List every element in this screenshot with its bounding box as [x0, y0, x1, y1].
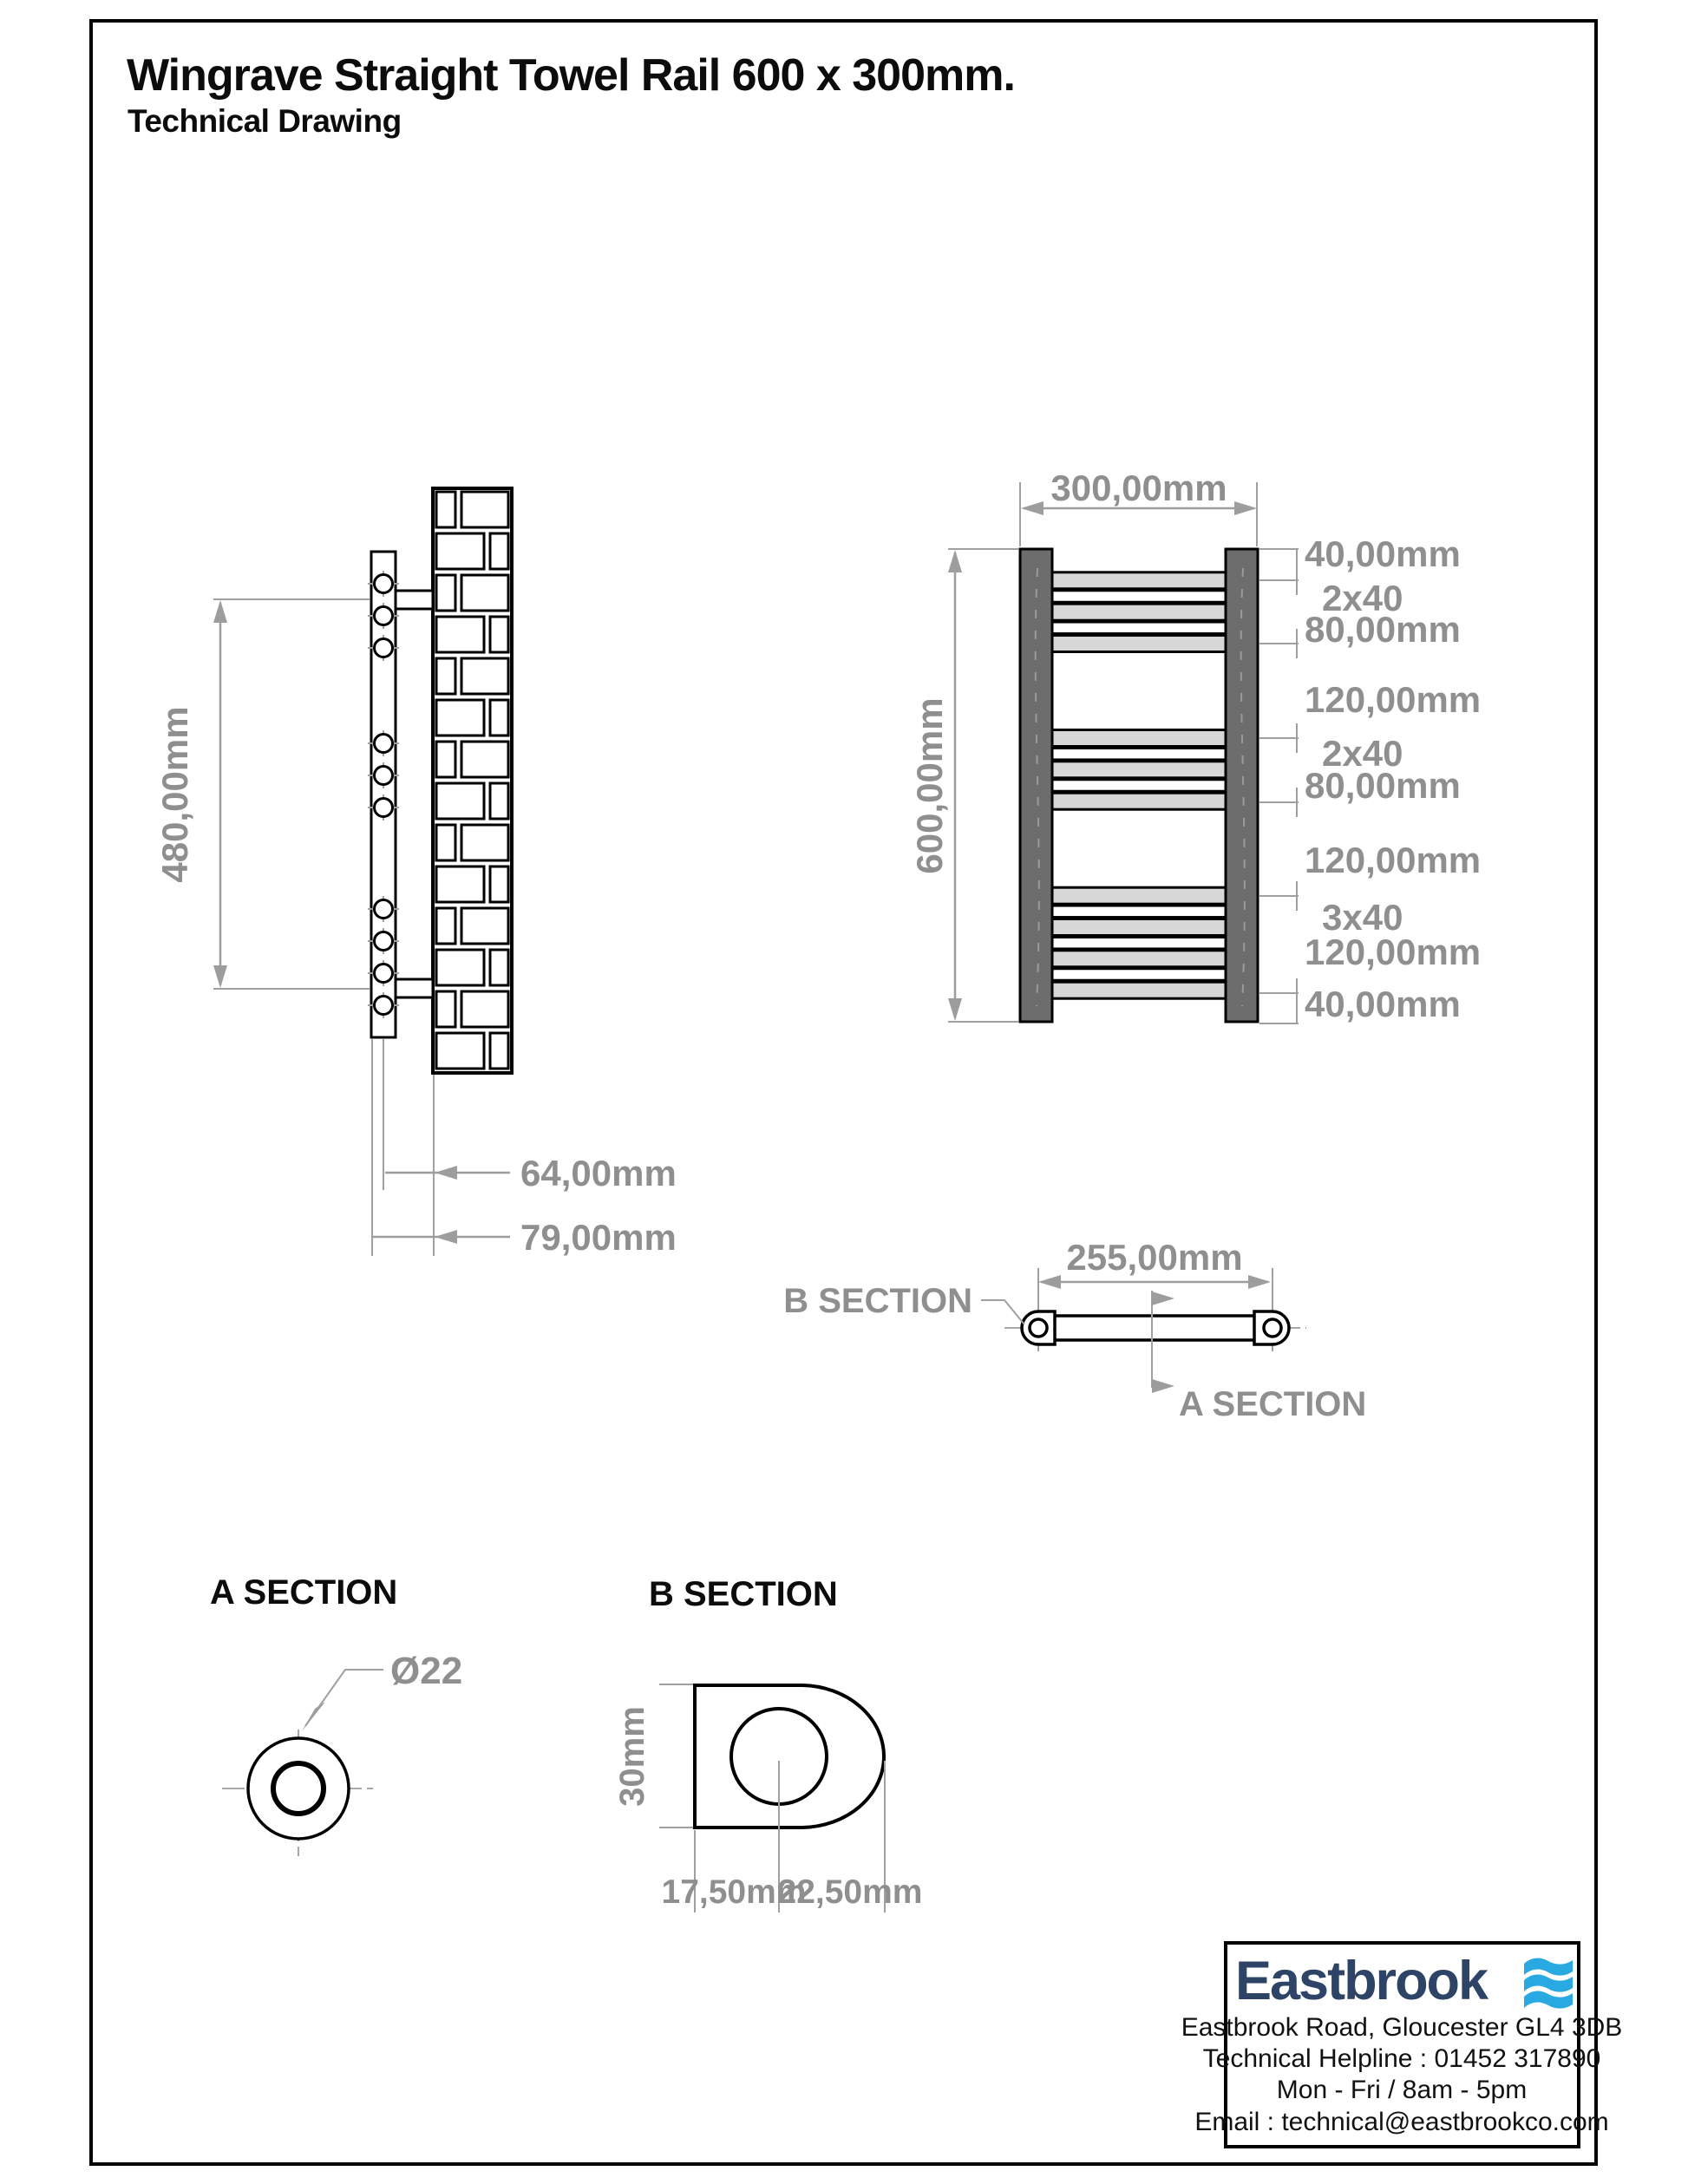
- brick: [490, 950, 508, 985]
- left-upright-tube: [1020, 549, 1052, 1022]
- towel-rail-bar: [1050, 951, 1227, 967]
- dim-label-17-5: 17,50mm: [661, 1873, 807, 1911]
- dim-label-480: 480,00mm: [154, 706, 195, 883]
- spacing-label: 40,00mm: [1305, 533, 1461, 574]
- rail-end-circle: [375, 997, 393, 1015]
- brick: [461, 575, 508, 611]
- a-section-detail: [210, 1573, 462, 1856]
- rail-inner-circle: [273, 1763, 324, 1814]
- dim-label-79: 79,00mm: [520, 1217, 677, 1258]
- rail-end-circle: [375, 607, 393, 625]
- wall-bracket-bottom: [396, 979, 433, 997]
- towel-rail-bar: [1050, 604, 1227, 620]
- brick: [436, 991, 455, 1027]
- spacing-label: 3x40: [1322, 897, 1403, 938]
- spacing-label: 2x40: [1322, 578, 1403, 618]
- brick: [436, 783, 484, 819]
- b-section-callout: [783, 1282, 1024, 1324]
- rail-end-circle: [375, 964, 393, 983]
- spacing-label: 2x40: [1322, 733, 1403, 774]
- brick: [490, 700, 508, 736]
- plan-left-fixing-hole: [1030, 1319, 1047, 1337]
- dim-depth: [372, 1039, 677, 1258]
- b-section-callout-label: B SECTION: [783, 1282, 972, 1320]
- dim-255: [1038, 1237, 1271, 1289]
- plan-right-fixing-hole: [1264, 1319, 1281, 1337]
- brick: [436, 866, 484, 902]
- dim-label-300: 300,00mm: [1050, 468, 1227, 508]
- dim-label-30: 30mm: [613, 1706, 651, 1807]
- brand-hours: Mon - Fri / 8am - 5pm: [1276, 2076, 1528, 2104]
- brick: [436, 825, 455, 860]
- brick: [490, 617, 508, 652]
- page-border: [91, 21, 1596, 2164]
- rail-end-circle: [375, 767, 393, 785]
- diameter-leader-line: [305, 1670, 383, 1726]
- diameter-label: Ø22: [390, 1650, 463, 1692]
- towel-rail-bar: [1050, 572, 1227, 589]
- spacing-label: 120,00mm: [1305, 840, 1482, 880]
- rail-end-circle: [375, 900, 393, 919]
- page-title: Wingrave Straight Towel Rail 600 x 300mm.: [127, 50, 1015, 101]
- brand-address: Eastbrook Road, Gloucester GL4 3DB: [1181, 2013, 1623, 2042]
- right-upright-tube: [1226, 549, 1258, 1022]
- rail-back-bar: [1050, 591, 1227, 602]
- front-view-drawing: [909, 468, 1481, 1024]
- spacing-label: 40,00mm: [1305, 984, 1461, 1024]
- a-section-callout-label: A SECTION: [1179, 1385, 1367, 1423]
- brick: [436, 700, 484, 736]
- dim-300: [1020, 468, 1257, 546]
- towel-rail-bar: [1050, 982, 1227, 998]
- towel-rail-bar: [1050, 762, 1227, 778]
- brick: [461, 492, 508, 527]
- b-section-detail: [613, 1575, 922, 1913]
- spacing-label: 80,00mm: [1305, 765, 1461, 806]
- brick: [436, 492, 455, 527]
- spacing-label: 120,00mm: [1305, 679, 1482, 720]
- plan-view-drawing: [783, 1237, 1366, 1423]
- rail-back-bar: [1050, 938, 1227, 949]
- dim-label-64: 64,00mm: [520, 1153, 677, 1193]
- rail-back-bar: [1050, 749, 1227, 760]
- wall-bracket-top: [396, 591, 433, 609]
- brick: [461, 825, 508, 860]
- brick: [436, 908, 455, 944]
- dim-480: [154, 599, 370, 989]
- towel-rail-bar: [1050, 636, 1227, 652]
- front-rails: [1050, 572, 1227, 998]
- spacing-tick-lines: [1259, 549, 1299, 1023]
- brick: [436, 658, 455, 694]
- a-section-heading: A SECTION: [210, 1573, 398, 1612]
- rail-back-bar: [1050, 622, 1227, 633]
- footer-brand-box: [1181, 1943, 1623, 2147]
- brick: [436, 617, 484, 652]
- brick: [461, 908, 508, 944]
- towel-rail-bar: [1050, 919, 1227, 936]
- brick: [490, 783, 508, 819]
- dim-label-255: 255,00mm: [1066, 1237, 1243, 1278]
- brick: [490, 533, 508, 569]
- rail-end-circle: [375, 932, 393, 951]
- diameter-leader-arrow: [302, 1702, 325, 1731]
- brick: [436, 950, 484, 985]
- brick: [436, 1033, 484, 1069]
- dim-label-600: 600,00mm: [909, 697, 950, 874]
- rail-back-bar: [1050, 969, 1227, 980]
- rail-back-bar: [1050, 780, 1227, 791]
- brick: [461, 658, 508, 694]
- spacing-label: 80,00mm: [1305, 609, 1461, 650]
- page-subtitle: Technical Drawing: [128, 103, 402, 139]
- brick: [490, 866, 508, 902]
- rail-end-circle: [375, 639, 393, 657]
- towel-rail-bar: [1050, 730, 1227, 747]
- b-section-heading: B SECTION: [649, 1575, 838, 1613]
- eastbrook-flag-icon: [1524, 1958, 1573, 2009]
- rail-end-circle: [375, 799, 393, 817]
- dim-label-22-5: 22,50mm: [777, 1873, 923, 1911]
- spacing-label: 120,00mm: [1305, 932, 1482, 972]
- brick: [461, 991, 508, 1027]
- brick: [436, 742, 455, 777]
- rail-end-circle: [375, 735, 393, 753]
- rail-back-bar: [1050, 906, 1227, 917]
- brick: [461, 742, 508, 777]
- plan-tube-body: [1053, 1316, 1256, 1340]
- brick: [436, 575, 455, 611]
- brick: [490, 1033, 508, 1069]
- brand-logo-text: Eastbrook: [1235, 1951, 1488, 2011]
- side-view-drawing: [154, 488, 677, 1258]
- brick: [436, 533, 484, 569]
- rail-end-circle: [375, 575, 393, 593]
- towel-rail-bar: [1050, 887, 1227, 904]
- towel-rail-bar: [1050, 793, 1227, 809]
- brand-email: Email : technical@eastbrookco.com: [1194, 2108, 1609, 2136]
- dim-600: [909, 549, 1018, 1022]
- spacing-labels: [1305, 533, 1481, 1024]
- brand-helpline: Technical Helpline : 01452 317890: [1202, 2044, 1601, 2073]
